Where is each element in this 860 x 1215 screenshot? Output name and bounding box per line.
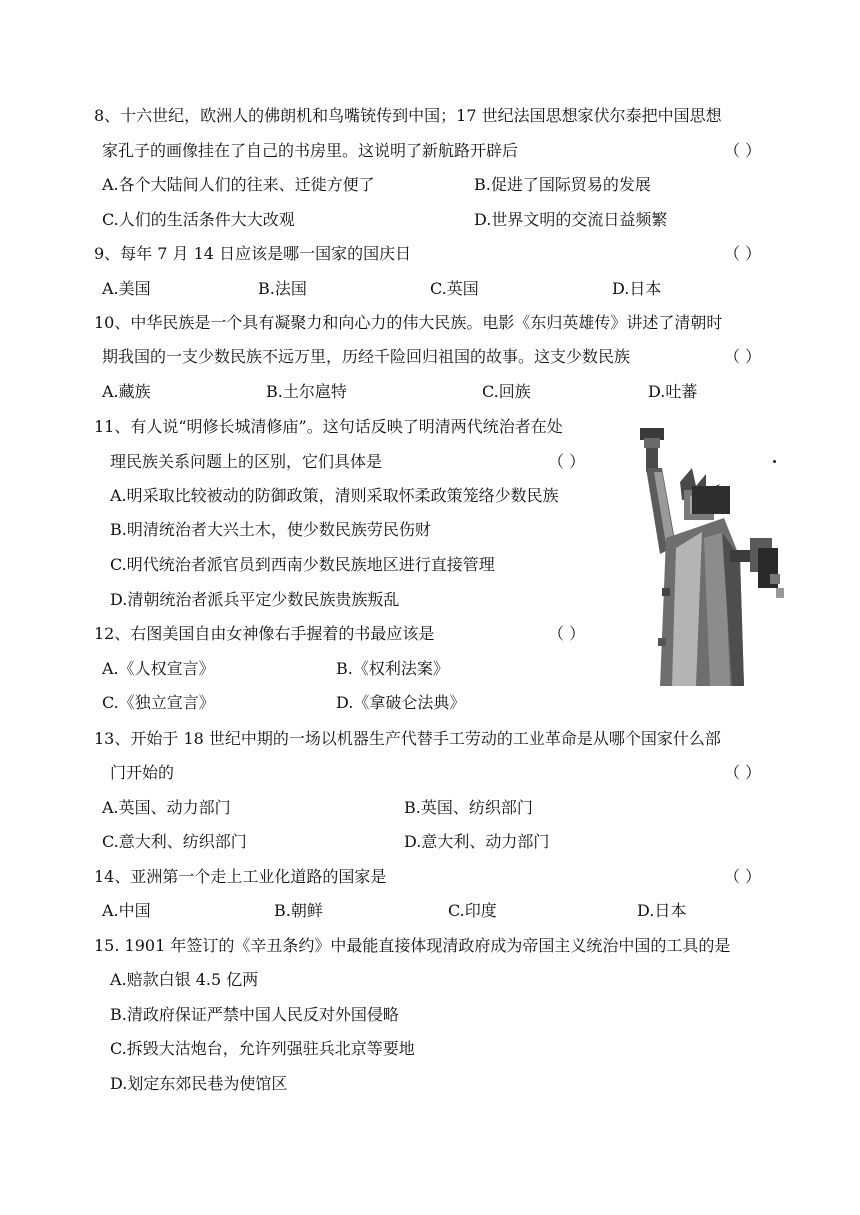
- q11-answer-bracket[interactable]: （ ）: [548, 452, 586, 471]
- q14-answer-bracket[interactable]: （ ）: [724, 867, 762, 886]
- q8-option-c[interactable]: C.人们的生活条件大大改观: [102, 210, 295, 229]
- q14-stem: 14、亚洲第一个走上工业化道路的国家是: [94, 867, 387, 886]
- q12-option-b[interactable]: B.《权利法案》: [336, 659, 449, 678]
- q14-option-b[interactable]: B.朝鲜: [274, 901, 323, 920]
- q8-answer-bracket[interactable]: （ ）: [724, 141, 762, 160]
- q8-option-b[interactable]: B.促进了国际贸易的发展: [474, 175, 651, 194]
- q9-option-b[interactable]: B.法国: [258, 279, 307, 298]
- q15-option-c[interactable]: C.拆毁大沽炮台，允许列强驻兵北京等要地: [110, 1039, 415, 1058]
- q12-stem: 12、右图美国自由女神像右手握着的书最应该是: [94, 624, 435, 643]
- q9-option-c[interactable]: C.英国: [430, 279, 479, 298]
- q15-option-b[interactable]: B.清政府保证严禁中国人民反对外国侵略: [110, 1005, 399, 1024]
- q13-answer-bracket[interactable]: （ ）: [724, 763, 762, 782]
- q14-option-c[interactable]: C.印度: [448, 901, 497, 920]
- q12-option-d[interactable]: D.《拿破仑法典》: [336, 693, 466, 712]
- q15-option-d[interactable]: D.划定东郊民巷为使馆区: [110, 1074, 288, 1093]
- q10-stem-line2: 期我国的一支少数民族不远万里，历经千险回归祖国的故事。这支少数民族: [102, 347, 631, 366]
- q12-option-a[interactable]: A.《人权宣言》: [102, 659, 215, 678]
- q11-option-a[interactable]: A.明采取比较被动的防御政策，清则采取怀柔政策笼络少数民族: [110, 486, 559, 505]
- q12-answer-bracket[interactable]: （ ）: [548, 624, 586, 643]
- q9-option-a[interactable]: A.美国: [102, 279, 151, 298]
- q10-stem-line1: 10、中华民族是一个具有凝聚力和向心力的伟大民族。电影《东归英雄传》讲述了清朝时: [94, 313, 723, 332]
- q13-option-b[interactable]: B.英国、纺织部门: [404, 798, 533, 817]
- q13-option-a[interactable]: A.英国、动力部门: [102, 798, 231, 817]
- q15-stem: 15. 1901 年签订的《辛丑条约》中最能直接体现清政府成为帝国主义统治中国的工具的是: [94, 936, 731, 955]
- q12-option-c[interactable]: C.《独立宣言》: [102, 693, 215, 712]
- q13-option-d[interactable]: D.意大利、动力部门: [404, 832, 550, 851]
- q10-option-b[interactable]: B.土尔扈特: [266, 382, 347, 401]
- statue-of-liberty-image: [632, 428, 784, 686]
- q9-stem: 9、每年 7 月 14 日应该是哪一国家的国庆日: [94, 244, 412, 263]
- q11-option-b[interactable]: B.明清统治者大兴土木，使少数民族劳民伤财: [110, 520, 431, 539]
- q11-stem-line2: 理民族关系问题上的区别，它们具体是: [110, 452, 383, 471]
- q8-stem-line1: 8、十六世纪，欧洲人的佛朗机和鸟嘴铳传到中国；17 世纪法国思想家伏尔泰把中国思想: [94, 106, 722, 125]
- q10-option-a[interactable]: A.藏族: [102, 382, 151, 401]
- q13-option-c[interactable]: C.意大利、纺织部门: [102, 832, 247, 851]
- q11-stem-line1: 11、有人说“明修长城清修庙”。这句话反映了明清两代统治者在处: [94, 417, 563, 436]
- q14-option-d[interactable]: D.日本: [637, 901, 687, 920]
- q8-stem-line2: 家孔子的画像挂在了自己的书房里。这说明了新航路开辟后: [102, 141, 519, 160]
- stray-dot: [773, 460, 776, 463]
- q11-option-d[interactable]: D.清朝统治者派兵平定少数民族贵族叛乱: [110, 590, 400, 609]
- q13-stem-line2: 门开始的: [110, 763, 175, 782]
- q11-option-c[interactable]: C.明代统治者派官员到西南少数民族地区进行直接管理: [110, 555, 495, 574]
- q9-option-d[interactable]: D.日本: [612, 279, 662, 298]
- q10-option-c[interactable]: C.回族: [482, 382, 531, 401]
- q9-answer-bracket[interactable]: （ ）: [724, 244, 762, 263]
- q14-option-a[interactable]: A.中国: [102, 901, 151, 920]
- q15-option-a[interactable]: A.赔款白银 4.5 亿两: [110, 970, 259, 989]
- q8-option-d[interactable]: D.世界文明的交流日益频繁: [474, 210, 668, 229]
- q10-option-d[interactable]: D.吐蕃: [648, 382, 698, 401]
- q8-option-a[interactable]: A.各个大陆间人们的往来、迁徙方便了: [102, 175, 375, 194]
- q10-answer-bracket[interactable]: （ ）: [724, 347, 762, 366]
- q13-stem-line1: 13、开始于 18 世纪中期的一场以机器生产代替手工劳动的工业革命是从哪个国家什么部: [94, 729, 721, 748]
